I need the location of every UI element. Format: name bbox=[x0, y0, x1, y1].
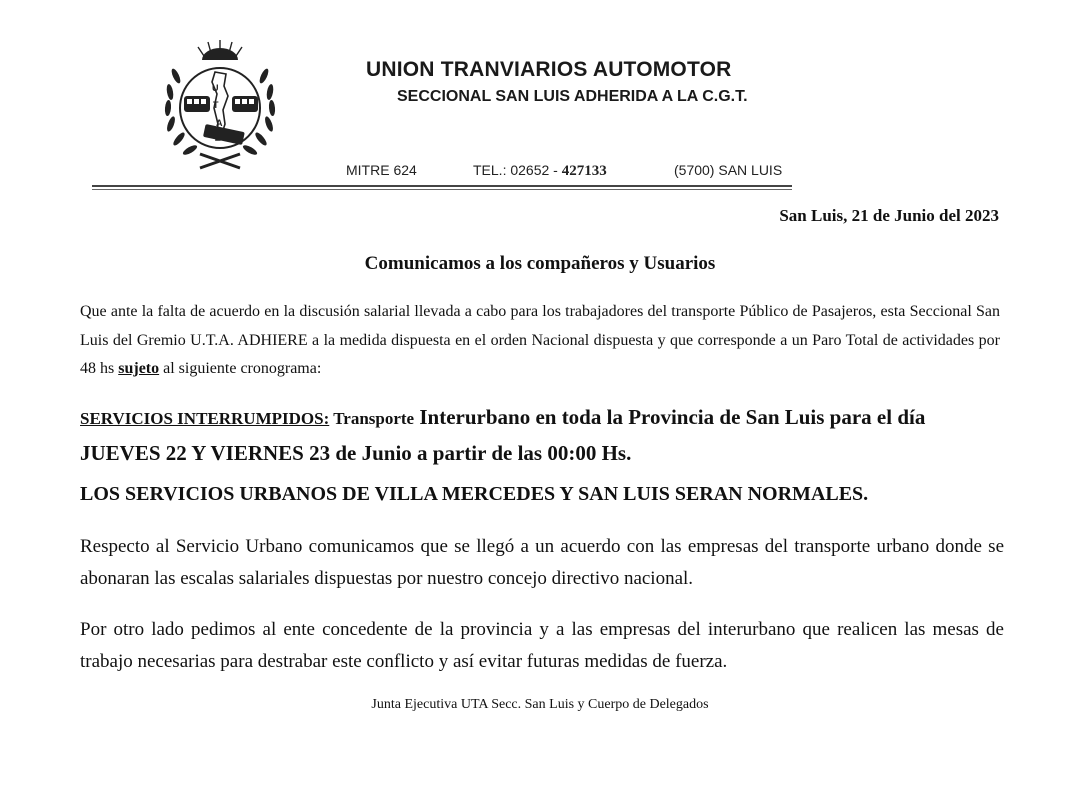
services-label: SERVICIOS INTERRUMPIDOS: bbox=[80, 409, 330, 428]
org-name: UNION TRANVIARIOS AUTOMOTOR bbox=[366, 58, 732, 81]
letterhead-divider bbox=[92, 185, 792, 187]
telephone bbox=[473, 162, 607, 180]
city: (5700) SAN LUIS bbox=[674, 162, 783, 178]
svg-text:A: A bbox=[216, 118, 223, 128]
request-paragraph: Por otro lado pedimos al ente concedente de la provincia y a las empresas del interurbano que realicen las mesas de trabajo necesarias para destrabar este conflicto y así evitar futuras medidas de fuerza. bbox=[80, 619, 1004, 672]
intro-paragraph bbox=[80, 298, 1000, 384]
intro-text-end: al siguiente cronograma: bbox=[159, 360, 322, 377]
document-date: San Luis, 21 de Junio del 2023 bbox=[779, 206, 999, 225]
urban-services-notice: LOS SERVICIOS URBANOS DE VILLA MERCEDES Y SAN LUIS SERAN NORMALES. bbox=[80, 483, 869, 505]
interrupted-services bbox=[80, 400, 1005, 471]
telephone-prefix: TEL.: 02652 - bbox=[473, 162, 562, 178]
services-text: Interurbano en toda la Provincia de San Luis para el día JUEVES 22 Y VIERNES 23 de Junio a partir de las 00:00 Hs. bbox=[80, 405, 926, 465]
org-subtitle: SECCIONAL SAN LUIS ADHERIDA A LA C.G.T. bbox=[397, 88, 748, 105]
intro-emphasis: sujeto bbox=[118, 360, 160, 377]
letterhead-divider-thin bbox=[92, 189, 792, 190]
services-label-transport: Transporte bbox=[329, 409, 415, 428]
telephone-number: 427133 bbox=[561, 163, 607, 179]
signature: Junta Ejecutiva UTA Secc. San Luis y Cuerpo de Delegados bbox=[371, 697, 709, 712]
urban-agreement-paragraph: Respecto al Servicio Urbano comunicamos que se llegó a un acuerdo con las empresas del transporte urbano donde se abonaran las escalas salariales dispuestas por nuestro concejo directivo nacional. bbox=[80, 536, 1004, 589]
document-heading: Comunicamos a los compañeros y Usuarios bbox=[364, 253, 716, 274]
svg-text:T: T bbox=[213, 100, 219, 110]
uta-logo bbox=[160, 36, 280, 176]
address: MITRE 624 bbox=[346, 162, 417, 178]
intro-text: Que ante la falta de acuerdo en la discusión salarial llevada a cabo para los trabajadores del transporte Público de Pasajeros, esta Seccional San Luis del Gremio U.T.A. ADHIERE a la medida dispuesta en el orden Nacional dispuesta y que corresponde a un Paro Total de actividades por 48 hs bbox=[80, 303, 1000, 377]
svg-text:U: U bbox=[212, 83, 219, 93]
